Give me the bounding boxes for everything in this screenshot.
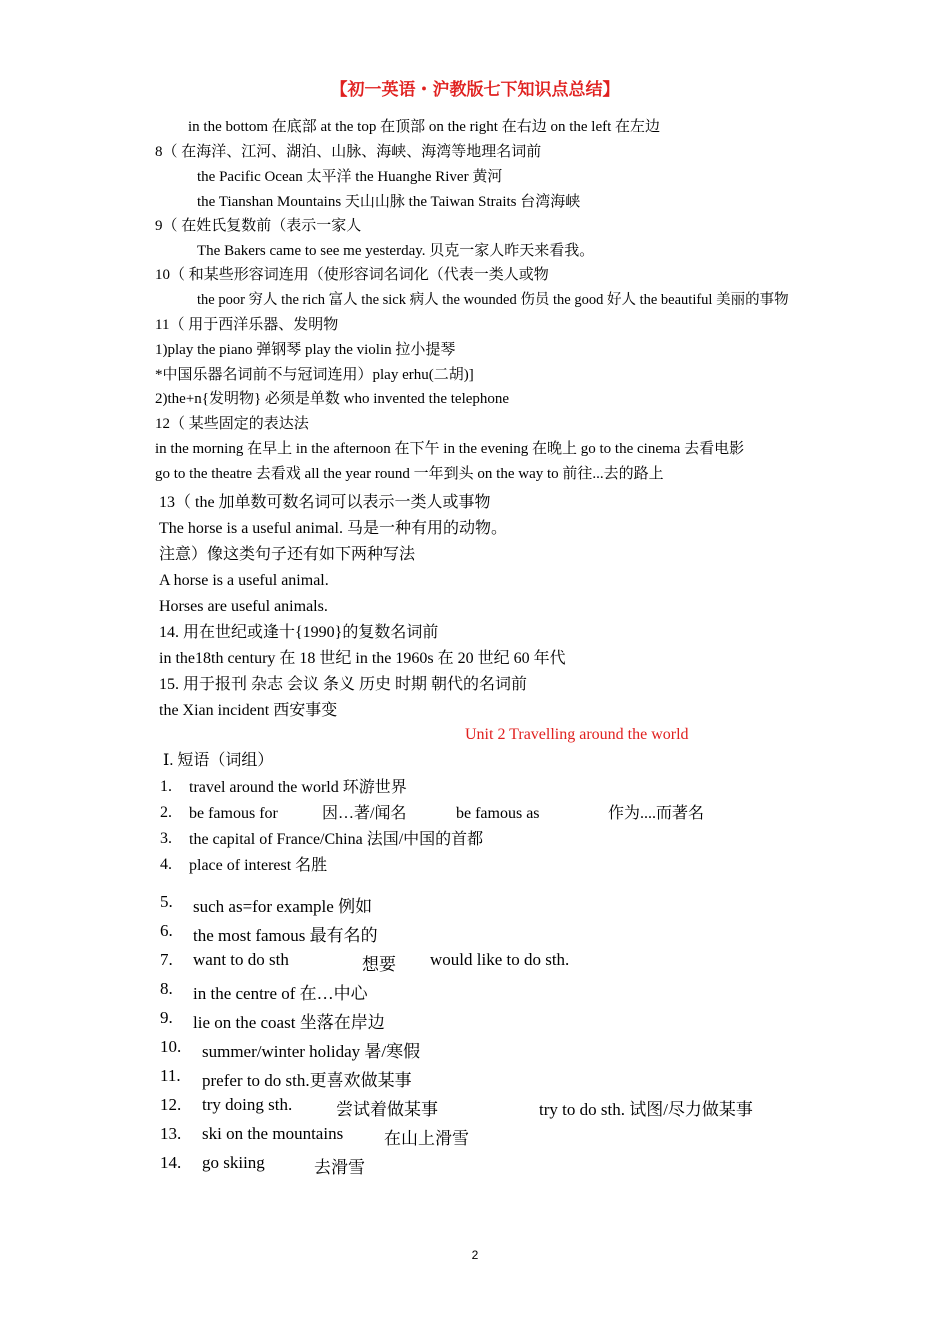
page-title: 【初一英语・沪教版七下知识点总结】 (330, 80, 620, 100)
text-line: 2)the+n{发明物} 必须是单数 who invented the telephone (155, 391, 510, 407)
text-line: 12（ 某些固定的表达法 (155, 416, 309, 432)
phrase-text: be famous for (189, 805, 278, 822)
phrase-translation: 因…著/闻名 (322, 805, 407, 822)
phrase-number: 1. (160, 778, 172, 795)
text-line: 1)play the piano 弹钢琴 play the violin 拉小提琴 (155, 342, 456, 358)
text-line: 9（ 在姓氏复数前（表示一家人 (155, 218, 362, 234)
text-line: 注意）像这类句子还有如下两种写法 (159, 546, 416, 563)
phrase-text: would like to do sth. (430, 950, 570, 969)
phrase-text: travel around the world 环游世界 (189, 779, 407, 796)
phrase-translation: 作为....而著名 (608, 805, 705, 822)
phrase-number: 6. (160, 921, 173, 940)
phrase-text: want to do sth (193, 950, 289, 969)
phrase-translation: 尝试着做某事 (336, 1100, 438, 1119)
phrase-number: 8. (160, 979, 173, 998)
phrase-number: 12. (160, 1095, 182, 1114)
phrase-text: the capital of France/China 法国/中国的首都 (189, 831, 484, 848)
phrase-text: try to do sth. 试图/尽力做某事 (539, 1100, 753, 1119)
text-line: the Xian incident 西安事变 (159, 702, 338, 719)
text-line: the Tianshan Mountains 天山山脉 the Taiwan Straits 台湾海峡 (197, 194, 581, 210)
phrase-number: 11. (160, 1066, 181, 1085)
text-line: 14. 用在世纪或逢十{1990}的复数名词前 (159, 624, 439, 641)
phrase-text: go skiing (202, 1153, 265, 1172)
phrase-number: 9. (160, 1008, 173, 1027)
text-line: *中国乐器名词前不与冠词连用）play erhu(二胡)] (155, 367, 474, 383)
phrase-text: the most famous 最有名的 (193, 926, 378, 945)
text-line: in the18th century 在 18 世纪 in the 1960s 在 20 世纪 60 年代 (159, 650, 566, 667)
text-line: 15. 用于报刊 杂志 会议 条义 历史 时期 朝代的名词前 (159, 676, 528, 693)
text-line: A horse is a useful animal. (159, 572, 329, 589)
text-line: in the bottom 在底部 at the top 在顶部 on the right 在右边 on the left 在左边 (188, 119, 661, 135)
phrase-text: try doing sth. (202, 1095, 293, 1114)
phrase-number: 3. (160, 830, 172, 847)
text-line: Horses are useful animals. (159, 598, 328, 615)
phrase-text: be famous as (456, 805, 540, 822)
phrase-text: such as=for example 例如 (193, 897, 373, 916)
phrase-number: 10. (160, 1037, 182, 1056)
text-line: 8（ 在海洋、江河、湖泊、山脉、海峡、海湾等地理名词前 (155, 144, 542, 160)
text-line: the Pacific Ocean 太平洋 the Huanghe River 黄河 (197, 169, 503, 185)
phrase-number: 7. (160, 950, 173, 969)
phrase-number: 13. (160, 1124, 182, 1143)
phrase-text: prefer to do sth.更喜欢做某事 (202, 1071, 412, 1090)
phrase-translation: 去滑雪 (314, 1158, 365, 1177)
phrase-number: 2. (160, 804, 172, 821)
text-line: The Bakers came to see me yesterday. 贝克一家人昨天来看我。 (197, 243, 595, 259)
text-line: 13（ the 加单数可数名词可以表示一类人或事物 (159, 494, 491, 511)
phrase-text: lie on the coast 坐落在岸边 (193, 1013, 385, 1032)
phrase-translation: 在山上滑雪 (384, 1129, 469, 1148)
text-line: 10（ 和某些形容词连用（使形容词名词化（代表一类人或物 (155, 267, 549, 283)
phrase-text: ski on the mountains (202, 1124, 344, 1143)
phrase-number: 4. (160, 856, 172, 873)
phrase-translation: 想要 (362, 955, 396, 974)
text-line: the poor 穷人 the rich 富人 the sick 病人 the wounded 伤员 the good 好人 the beautiful 美丽的事物 (197, 292, 789, 308)
phrase-text: place of interest 名胜 (189, 857, 328, 874)
section-heading: Ⅰ. 短语（词组） (163, 752, 274, 769)
text-line: in the morning 在早上 in the afternoon 在下午 in the evening 在晚上 go to the cinema 去看电影 (155, 441, 745, 457)
text-line: The horse is a useful animal. 马是一种有用的动物。 (159, 520, 507, 537)
text-line: go to the theatre 去看戏 all the year round 一年到头 on the way to 前往...去的路上 (155, 466, 664, 482)
phrase-text: summer/winter holiday 暑/寒假 (202, 1042, 421, 1061)
unit-title: Unit 2 Travelling around the world (465, 726, 689, 743)
phrase-text: in the centre of 在…中心 (193, 984, 368, 1003)
phrase-number: 14. (160, 1153, 182, 1172)
phrase-number: 5. (160, 892, 173, 911)
page-number: 2 (471, 1248, 479, 1262)
text-line: 11（ 用于西洋乐器、发明物 (155, 317, 339, 333)
